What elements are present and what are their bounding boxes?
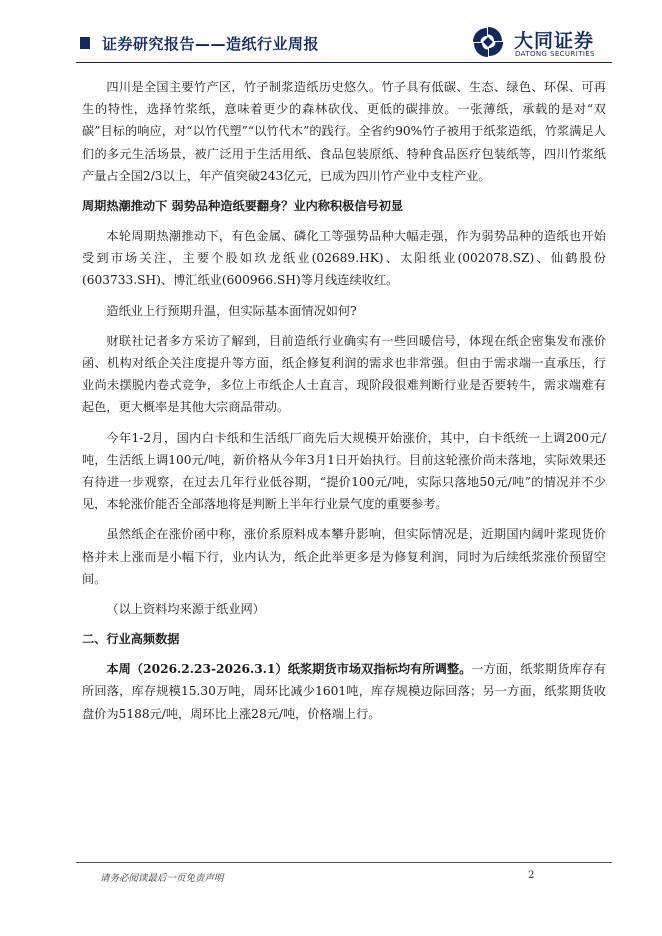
company-logo	[470, 24, 620, 60]
footer-divider	[76, 862, 612, 863]
paragraph-pulp-futures	[82, 658, 606, 725]
logo-english-name: DATONG SECURITIES	[515, 50, 595, 58]
section-heading-high-frequency-data: 二、行业高频数据	[82, 632, 180, 647]
paragraph-sichuan-bamboo: 四川是全国主要竹产区，竹子制浆造纸历史悠久。竹子具有低碳、生态、绿色、环保、可再生的特性，选择竹浆纸，意味着更少的森林砍伐、更低的碳排放。一张薄纸，承载的是对“双碳”目标的响应，对“以竹代塑”“以竹代木”的践行。全省约90%竹子被用于纸浆造纸，竹浆满足人们的多元生活场景，被广泛用于生活用纸、食品包装原纸、特种食品医疗包装纸等，四川竹浆纸产量占全国2/3以上，年产值突破243亿元，已成为四川竹产业中支柱产业。	[82, 80, 606, 183]
paragraph-question: 造纸业上行预期升温，但实际基本面情况如何?	[106, 303, 357, 318]
paragraph-cost-explanation: 虽然纸企在涨价函中称，涨价系原料成本攀升影响，但实际情况是，近期国内阔叶浆现货价格并未上涨而是小幅下行，业内认为，纸企此举更多是为修复利润，同时为后续纸浆涨价预留空间。	[82, 527, 606, 586]
page-header	[0, 0, 662, 66]
paragraph-source-note: （以上资料均来源于纸业网）	[106, 602, 265, 617]
disclaimer-note: 请务必阅读最后一页免责声明	[100, 873, 224, 884]
pulp-futures-lead: 本周（2026.2.23-2026.3.1）纸浆期货市场双指标均有所调整。	[106, 662, 472, 677]
paragraph-price-hikes: 今年1-2月，国内白卡纸和生活纸厂商先后大规模开始涨价，其中，白卡纸统一上调200元/吨，生活纸上调100元/吨，新价格从今年3月1日开始执行。目前这轮涨价尚未落地，实际效果还有待进一步观察，在过去几年行业低谷期，“提价100元/吨，实际只落地50元/吨”的情况并不少见，本轮涨价能否全部落地将是判断上半年行业景气度的重要参考。	[82, 430, 606, 512]
paragraph-cycle-rally: 本轮周期热潮推动下，有色金属、磷化工等强势品种大幅走强，作为弱势品种的造纸也开始受到市场关注，主要个股如玖龙纸业(02689.HK)、太阳纸业(002078.SZ)、仙鹤股份(603733.SH)、博汇纸业(600966.SH)等月线连续收红。	[82, 229, 606, 288]
header-marker	[80, 37, 90, 49]
news-heading: 周期热潮推动下 弱势品种造纸要翻身？业内称积极信号初显	[82, 199, 404, 214]
report-title: 证券研究报告——造纸行业周报	[102, 35, 320, 53]
logo-chinese-name: 大同证券	[514, 30, 595, 52]
header-divider	[76, 62, 612, 63]
report-body	[82, 76, 606, 725]
pulp-futures-detail: 一方面，纸浆期货库存有所回落，库存规模15.30万吨，周环比减少1601吨，库存规模边际回落；另一方面，纸浆期货收盘价为5188元/吨，周环比上涨28元/吨，价格端上行。	[82, 662, 606, 721]
logo-mark-icon	[470, 24, 506, 60]
page-number: 2	[528, 870, 535, 881]
paragraph-interviews: 财联社记者多方采访了解到，目前造纸行业确实有一些回暖信号，体现在纸企密集发布涨价函、机构对纸企关注度提升等方面，纸企修复利润的需求也非常强。但由于需求端一直承压，行业尚未摆脱内卷式竞争，多位上市纸企人士直言，现阶段很难判断行业是否要转牛，需求端难有起色，更大概率是其他大宗商品带动。	[82, 333, 606, 415]
